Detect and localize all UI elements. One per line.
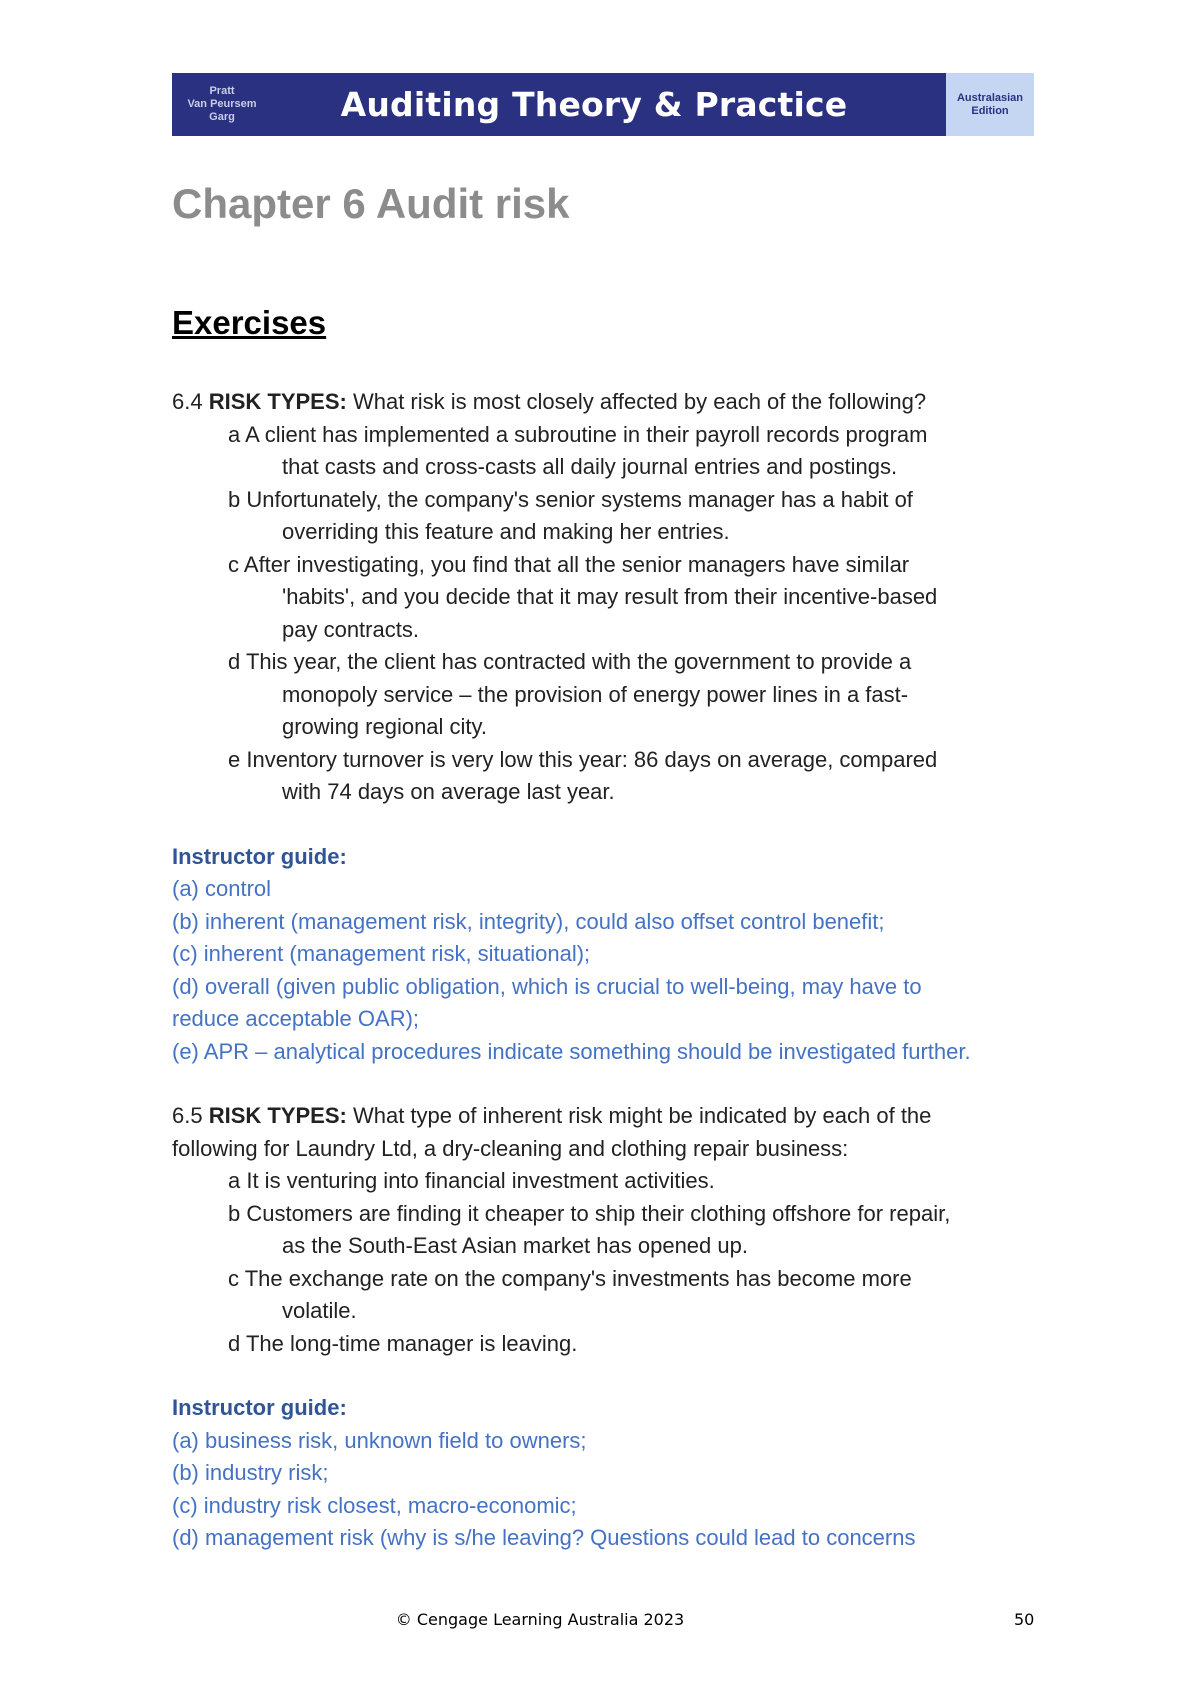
list-item: b Unfortunately, the company's senior systems manager has a habit of (228, 486, 913, 512)
guide-answer: (a) control (172, 876, 272, 901)
edition-line: Edition (971, 104, 1009, 117)
guide-answer: reduce acceptable OAR); (172, 1006, 420, 1031)
list-item-continuation: volatile. (282, 1298, 357, 1323)
list-item-continuation: overriding this feature and making her entries. (282, 519, 730, 544)
list-item: c After investigating, you find that all the senior managers have similar (228, 551, 910, 577)
exercise-content (172, 386, 1072, 1555)
guide-answer: (a) business risk, unknown field to owners; (172, 1427, 587, 1453)
list-item: d This year, the client has contracted with the government to provide a (228, 649, 912, 674)
list-item: a It is venturing into financial investment activities. (228, 1168, 715, 1193)
copyright-notice: © Cengage Learning Australia 2023 (395, 1610, 685, 1629)
question-number: 6.4 (172, 389, 203, 414)
question-text: What risk is most closely affected by each of the following? (346, 389, 927, 414)
question-text: What type of inherent risk might be indicated by each of the (346, 1103, 932, 1128)
guide-answer: (b) inherent (management risk, integrity), could also offset control benefit; (172, 908, 885, 934)
question-text-continuation: following for Laundry Ltd, a dry-cleaning and clothing repair business: (172, 1135, 849, 1161)
list-item: a A client has implemented a subroutine in their payroll records program (228, 421, 928, 447)
question-6-4 (172, 386, 1072, 419)
authors-block (172, 85, 272, 124)
question-label: RISK TYPES: (208, 389, 347, 414)
chapter-title: Chapter 6 Audit risk (172, 180, 570, 227)
list-item: d The long-time manager is leaving. (228, 1330, 578, 1356)
page-number: 50 (1014, 1610, 1035, 1629)
list-item-continuation: that casts and cross-casts all daily journal entries and postings. (282, 454, 898, 479)
question-number: 6.5 (172, 1103, 203, 1128)
instructor-guide-heading: Instructor guide: (172, 843, 347, 869)
list-item-continuation: 'habits', and you decide that it may result from their incentive-based (282, 584, 938, 609)
question-6-5 (172, 1100, 1072, 1133)
author-name: Garg (209, 111, 235, 123)
instructor-guide-heading: Instructor guide: (172, 1395, 347, 1420)
list-item-continuation: as the South-East Asian market has opened up. (282, 1233, 748, 1258)
author-name: Van Peursem (187, 98, 257, 110)
list-item: c The exchange rate on the company's investments has become more (228, 1265, 912, 1291)
guide-answer: (d) management risk (why is s/he leaving? Questions could lead to concerns (172, 1525, 916, 1550)
page-footer (0, 1610, 1200, 1636)
list-item: b Customers are finding it cheaper to ship their clothing offshore for repair, (228, 1200, 951, 1226)
list-item-continuation: growing regional city. (282, 714, 488, 739)
guide-answer: (c) inherent (management risk, situational); (172, 941, 591, 966)
edition-line: Australasian (956, 91, 1024, 104)
guide-answer: (e) APR – analytical procedures indicate something should be investigated further. (172, 1038, 971, 1064)
list-item-continuation: monopoly service – the provision of energy power lines in a fast- (282, 681, 909, 707)
list-item-continuation: with 74 days on average last year. (282, 779, 615, 804)
question-label: RISK TYPES: (208, 1103, 347, 1128)
edition-badge (946, 73, 1034, 136)
list-item: e Inventory turnover is very low this year: 86 days on average, compared (228, 746, 938, 772)
header-banner (172, 73, 1034, 136)
list-item-continuation: pay contracts. (282, 616, 419, 642)
guide-answer: (c) industry risk closest, macro-economic; (172, 1492, 577, 1518)
guide-answer: (b) industry risk; (172, 1460, 329, 1485)
author-name: Pratt (209, 85, 235, 97)
guide-answer: (d) overall (given public obligation, which is crucial to well-being, may have to (172, 973, 922, 999)
book-title: Auditing Theory & Practice (340, 85, 848, 124)
section-title: Exercises (172, 304, 327, 341)
